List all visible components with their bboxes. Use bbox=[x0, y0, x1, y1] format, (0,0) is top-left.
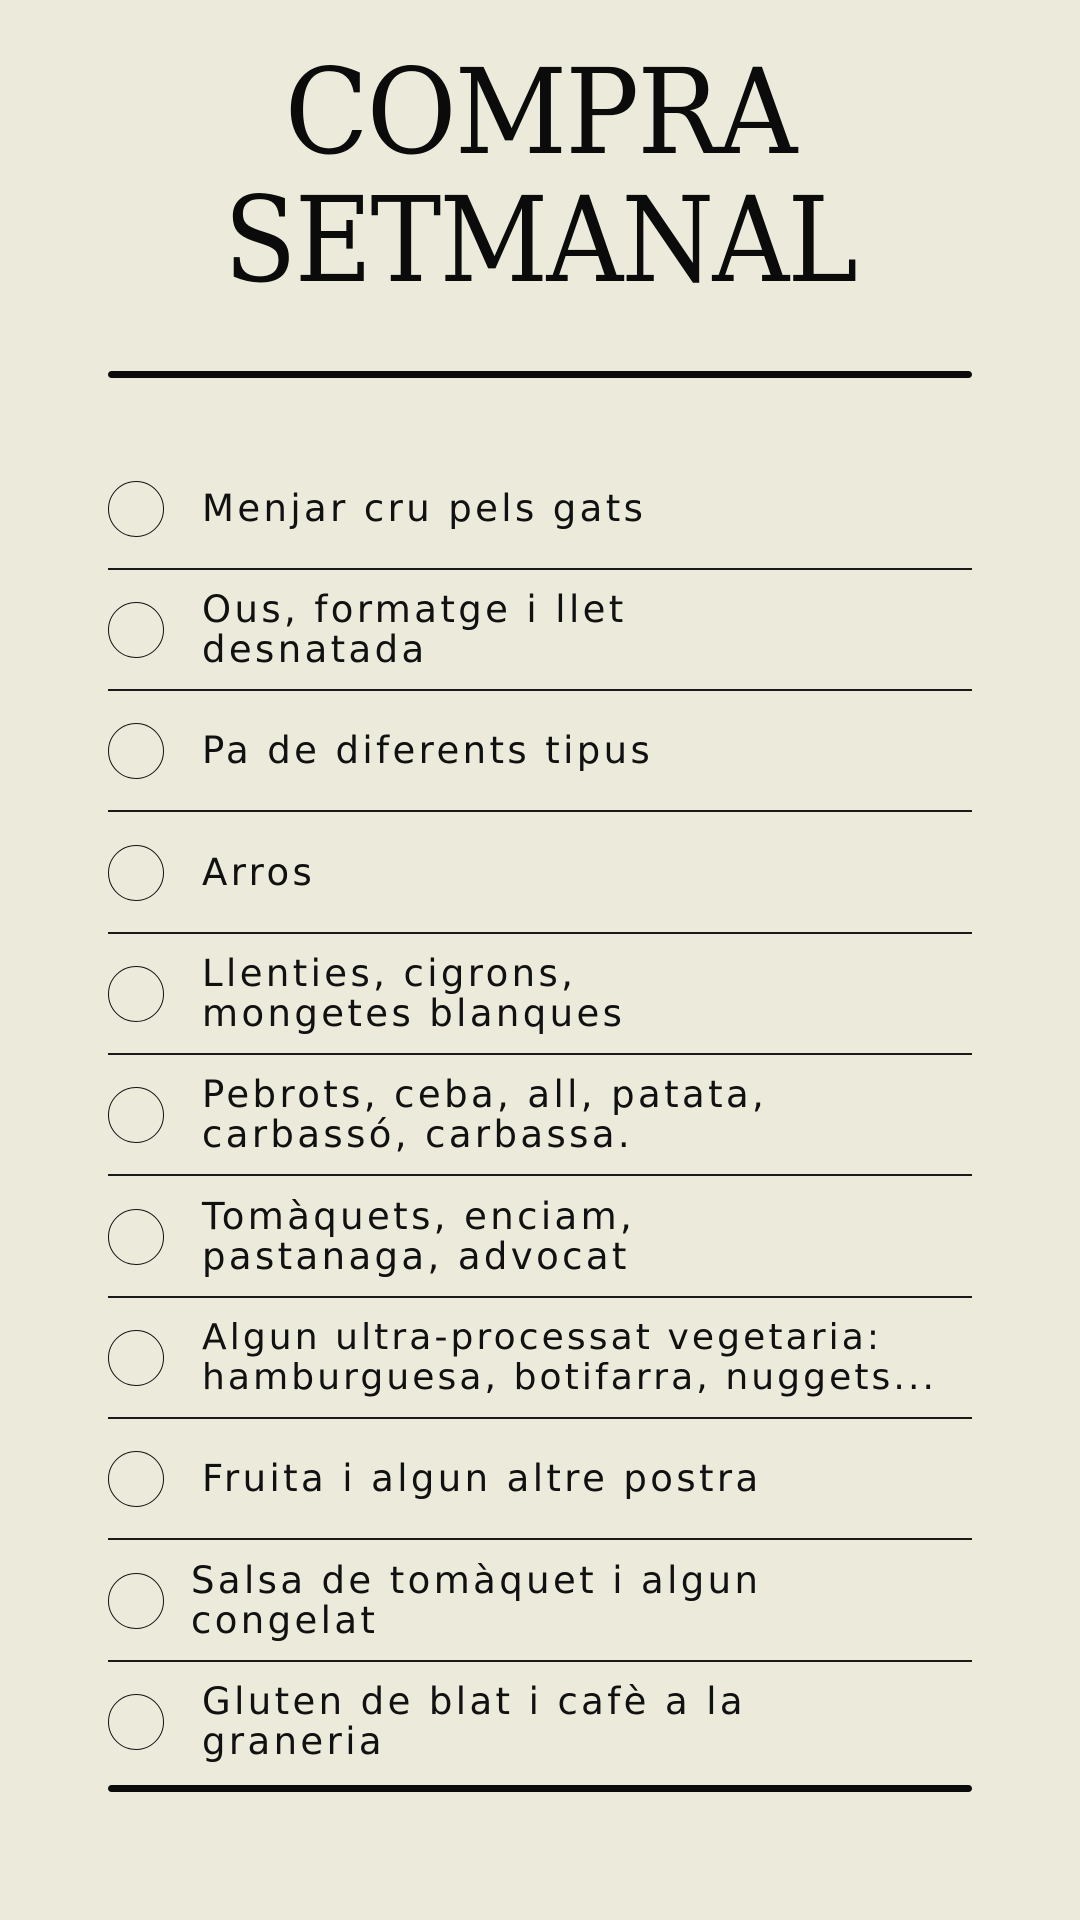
checkbox-circle[interactable] bbox=[108, 1330, 164, 1386]
checklist-item bbox=[108, 1298, 972, 1419]
checklist-item-label: Tomàquets, enciam, pastanaga, advocat bbox=[202, 1194, 636, 1278]
checkbox-circle[interactable] bbox=[108, 602, 164, 658]
checkbox-circle[interactable] bbox=[108, 1209, 164, 1265]
checklist-item bbox=[108, 570, 972, 691]
checklist-item-label: Algun ultra-processat vegetaria: hamburguesa, botifarra, nuggets... bbox=[202, 1316, 938, 1398]
checklist-item bbox=[108, 813, 972, 934]
checklist-item-label: Pa de diferents tipus bbox=[202, 728, 654, 772]
checklist-item bbox=[108, 1055, 972, 1176]
checklist-item-label: Fruita i algun altre postra bbox=[202, 1456, 762, 1500]
checklist-item bbox=[108, 1177, 972, 1298]
checklist-item bbox=[108, 449, 972, 570]
checklist-item-label: Gluten de blat i cafè a la graneria bbox=[202, 1679, 746, 1763]
checklist-item bbox=[108, 691, 972, 812]
page-title-line-1: COMPRA bbox=[284, 43, 796, 181]
checkbox-circle[interactable] bbox=[108, 1573, 164, 1629]
checkbox-circle[interactable] bbox=[108, 966, 164, 1022]
checkbox-circle[interactable] bbox=[108, 723, 164, 779]
checkbox-circle[interactable] bbox=[108, 1451, 164, 1507]
page-title-line-2: SETMANAL bbox=[223, 171, 857, 309]
checklist-item bbox=[108, 934, 972, 1055]
checklist-item-label: Menjar cru pels gats bbox=[202, 486, 647, 530]
checklist-item bbox=[108, 1419, 972, 1540]
bottom-divider bbox=[108, 1785, 972, 1792]
checklist-item-label: Llenties, cigrons, mongetes blanques bbox=[202, 951, 626, 1035]
checklist-item-label: Ous, formatge i llet desnatada bbox=[202, 587, 627, 671]
checklist-item bbox=[108, 1662, 972, 1783]
checkbox-circle[interactable] bbox=[108, 481, 164, 537]
checkbox-circle[interactable] bbox=[108, 1694, 164, 1750]
top-divider bbox=[108, 371, 972, 378]
checklist-item bbox=[108, 1541, 972, 1662]
checklist-item-label: Pebrots, ceba, all, patata, carbassó, carbassa. bbox=[202, 1072, 768, 1156]
checkbox-circle[interactable] bbox=[108, 1087, 164, 1143]
checklist-item-label: Salsa de tomàquet i algun congelat bbox=[191, 1558, 762, 1642]
checkbox-circle[interactable] bbox=[108, 845, 164, 901]
checklist-item-label: Arros bbox=[202, 850, 316, 894]
